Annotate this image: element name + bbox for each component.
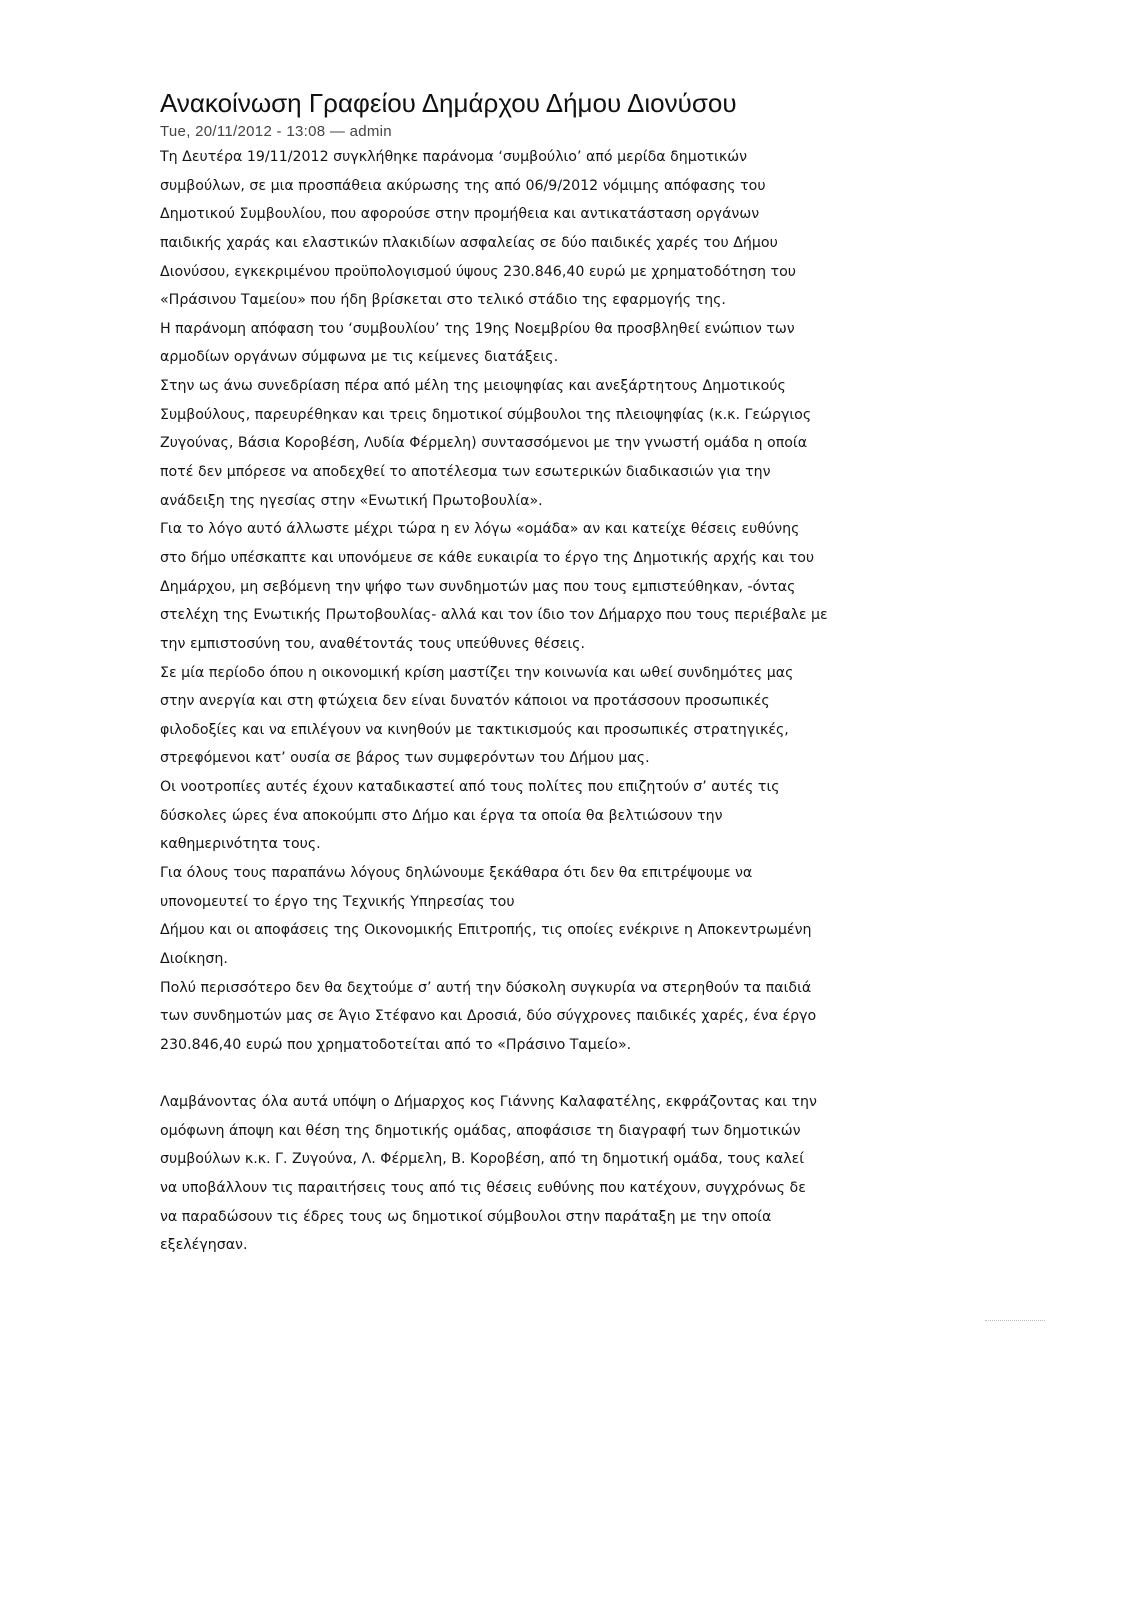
text-line: Οι νοοτροπίες αυτές έχουν καταδικαστεί από τους πολίτες που επιζητούν σ’ αυτές τις	[160, 779, 780, 796]
text-line: 230.846,40 ευρώ που χρηματοδοτείται από το «Πράσινο Ταμείο».	[160, 1036, 632, 1053]
paragraph-1	[160, 143, 980, 1060]
paragraph-gap	[160, 1060, 980, 1089]
text-line: παιδικής χαράς και ελαστικών πλακιδίων ασφαλείας σε δύο παιδικές χαρές του Δήμου	[160, 234, 778, 251]
text-line: Πολύ περισσότερο δεν θα δεχτούμε σ’ αυτή την δύσκολη συγκυρία να στερηθούν τα παιδιά	[160, 979, 812, 996]
text-line: Δημάρχου, μη σεβόμενη την ψήφο των συνδημοτών μας που τους εμπιστεύθηκαν, -όντας	[160, 578, 796, 595]
text-line: Σε μία περίοδο όπου η οικονομική κρίση μαστίζει την κοινωνία και ωθεί συνδημότες μας	[160, 664, 794, 681]
text-line: στο δήμο υπέσκαπτε και υπονόμευε σε κάθε ευκαιρία το έργο της Δημοτικής αρχής και του	[160, 549, 815, 566]
text-line: «Πράσινου Ταμείου» που ήδη βρίσκεται στο τελικό στάδιο της εφαρμογής της.	[160, 292, 726, 309]
text-line: Διονύσου, εγκεκριμένου προϋπολογισμού ύψους 230.846,40 ευρώ με χρηματοδότηση του	[160, 263, 796, 280]
text-line: δύσκολες ώρες ένα αποκούμπι στο Δήμο και έργα τα οποία θα βελτιώσουν την	[160, 807, 723, 824]
text-line: Λαμβάνοντας όλα αυτά υπόψη ο Δήμαρχος κος Γιάννης Καλαφατέλης, εκφράζοντας και την	[160, 1094, 817, 1111]
text-line: ομόφωνη άποψη και θέση της δημοτικής ομάδας, αποφάσισε τη διαγραφή των δημοτικών	[160, 1122, 801, 1139]
text-line: να υποβάλλουν τις παραιτήσεις τους από τις θέσεις ευθύνης που κατέχουν, συγχρόνως δε	[160, 1180, 806, 1197]
text-line: συμβούλων κ.κ. Γ. Ζυγούνα, Λ. Φέρμελη, Β. Κοροβέση, από τη δημοτική ομάδα, τους καλεί	[160, 1151, 805, 1168]
paragraph-2	[160, 1088, 980, 1260]
text-line: να παραδώσουν τις έδρες τους ως δημοτικοί σύμβουλοι στην παράταξη με την οποία	[160, 1208, 772, 1225]
text-line: στην ανεργία και στη φτώχεια δεν είναι δυνατόν κάποιοι να προτάσσουν προσωπικές	[160, 693, 770, 710]
scan-smudge	[985, 1320, 1045, 1329]
text-line: Τη Δευτέρα 19/11/2012 συγκλήθηκε παράνομα ‘συμβούλιο’ από μερίδα δημοτικών	[160, 149, 748, 165]
text-line: φιλοδοξίες και να επιλέγουν να κινηθούν με τακτικισμούς και προσωπικές στρατηγικές,	[160, 721, 789, 738]
text-line: Δήμου και οι αποφάσεις της Οικονομικής Επιτροπής, τις οποίες ενέκρινε η Αποκεντρωμένη	[160, 922, 812, 939]
text-line: υπονομευτεί το έργο της Τεχνικής Υπηρεσίας του	[160, 893, 515, 910]
document-page	[160, 86, 980, 1260]
text-line: Η παράνομη απόφαση του ‘συμβουλίου’ της 19ης Νοεμβρίου θα προσβληθεί ενώπιον των	[160, 320, 795, 337]
text-line: Για όλους τους παραπάνω λόγους δηλώνουμε ξεκάθαρα ότι δεν θα επιτρέψουμε να	[160, 865, 753, 882]
article-meta: Tue, 20/11/2012 - 13:08 — admin	[160, 123, 392, 140]
text-line: Συμβούλους, παρευρέθηκαν και τρεις δημοτικοί σύμβουλοι της πλειοψηφίας (κ.κ. Γεώργιος	[160, 406, 812, 423]
text-line: εξελέγησαν.	[160, 1237, 248, 1254]
text-line: Για το λόγο αυτό άλλωστε μέχρι τώρα η εν λόγω «ομάδα» αν και κατείχε θέσεις ευθύνης	[160, 521, 800, 538]
text-line: Διοίκηση.	[160, 950, 228, 967]
article-title: Ανακοίνωση Γραφείου Δημάρχου Δήμου Διονύσου	[160, 88, 737, 118]
text-line: αρμοδίων οργάνων σύμφωνα με τις κείμενες διατάξεις.	[160, 349, 559, 366]
text-line: καθημερινότητα τους.	[160, 836, 321, 853]
article-body	[160, 143, 980, 1260]
text-line: των συνδημοτών μας σε Άγιο Στέφανο και Δροσιά, δύο σύγχρονες παιδικές χαρές, ένα έργο	[160, 1008, 817, 1025]
text-line: στελέχη της Ενωτικής Πρωτοβουλίας- αλλά και τον ίδιο τον Δήμαρχο που τους περιέβαλε με	[160, 607, 828, 624]
text-line: συμβούλων, σε μια προσπάθεια ακύρωσης της από 06/9/2012 νόμιμης απόφασης του	[160, 177, 766, 194]
text-line: ανάδειξη της ηγεσίας στην «Ενωτική Πρωτοβουλία».	[160, 492, 543, 509]
text-line: στρεφόμενοι κατ’ ουσία σε βάρος των συμφερόντων του Δήμου μας.	[160, 750, 650, 767]
text-line: Στην ως άνω συνεδρίαση πέρα από μέλη της μειοψηφίας και ανεξάρτητους Δημοτικούς	[160, 378, 786, 395]
text-line: Ζυγούνας, Βάσια Κοροβέση, Λυδία Φέρμελη) συντασσόμενοι με την γνωστή ομάδα η οποία	[160, 435, 808, 452]
text-line: Δημοτικού Συμβουλίου, που αφορούσε στην προμήθεια και αντικατάσταση οργάνων	[160, 206, 760, 223]
text-line: ποτέ δεν μπόρεσε να αποδεχθεί το αποτέλεσμα των εσωτερικών διαδικασιών για την	[160, 464, 771, 481]
text-line: την εμπιστοσύνη του, αναθέτοντάς τους υπεύθυνες θέσεις.	[160, 635, 586, 652]
